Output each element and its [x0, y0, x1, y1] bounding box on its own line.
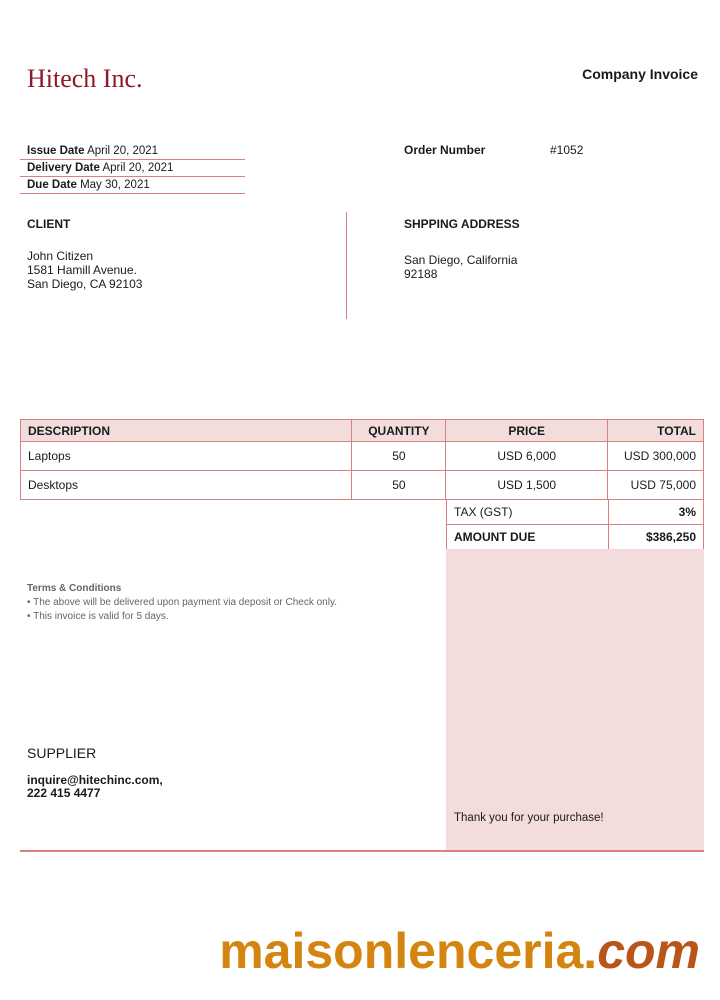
table-header: [21, 420, 704, 442]
document-title: Company Invoice: [582, 66, 698, 82]
cell-quantity: 50: [352, 471, 446, 500]
dates-block: [20, 143, 245, 194]
order-number-value: #1052: [550, 143, 584, 157]
amount-due-label: AMOUNT DUE: [447, 525, 609, 550]
table-row: [21, 442, 704, 471]
bottom-divider: [20, 850, 704, 852]
table-row: [21, 471, 704, 500]
tax-value: 3%: [609, 500, 704, 525]
label: Delivery Date: [27, 162, 100, 174]
terms-title: Terms & Conditions: [27, 583, 122, 594]
cell-price: USD 6,000: [446, 442, 608, 471]
supplier-phone: 222 415 4477: [27, 786, 101, 800]
shipping-heading: SHPPING ADDRESS: [404, 217, 520, 231]
shipping-address: [404, 253, 517, 281]
supplier-email: inquire@hitechinc.com,: [27, 773, 163, 787]
shipping-city: San Diego, California: [404, 253, 518, 267]
amount-due-row: [447, 525, 704, 550]
cell-total: USD 75,000: [608, 471, 704, 500]
thank-you-note: Thank you for your purchase!: [454, 812, 604, 824]
delivery-date: [20, 160, 245, 177]
company-name: Hitech Inc.: [27, 64, 143, 93]
tax-label: TAX (GST): [447, 500, 609, 525]
cell-total: USD 300,000: [608, 442, 704, 471]
cell-price: USD 1,500: [446, 471, 608, 500]
summary-panel: [446, 549, 704, 850]
terms-conditions: [27, 582, 337, 624]
line-items-table: [20, 419, 704, 500]
value: April 20, 2021: [87, 145, 159, 157]
cell-quantity: 50: [352, 442, 446, 471]
client-city: San Diego, CA 92103: [27, 277, 143, 291]
tax-row: [447, 500, 704, 525]
terms-item: • This invoice is valid for 5 days.: [27, 611, 169, 622]
terms-item: • The above will be delivered upon payment via deposit or Check only.: [27, 597, 337, 608]
watermark-main: maisonlenceria.: [219, 923, 598, 979]
watermark-tld: com: [597, 923, 700, 979]
due-date: [20, 177, 245, 194]
client-address: [27, 249, 142, 291]
summary-table: [446, 499, 704, 550]
header-total: TOTAL: [608, 420, 704, 442]
order-number-label: Order Number: [404, 143, 486, 157]
header-quantity: QUANTITY: [352, 420, 446, 442]
cell-description: Desktops: [21, 471, 352, 500]
header-price: PRICE: [446, 420, 608, 442]
client-street: 1581 Hamill Avenue.: [27, 263, 137, 277]
shipping-zip: 92188: [404, 267, 438, 281]
label: Issue Date: [27, 145, 85, 157]
supplier-contact: [27, 774, 163, 800]
watermark: [219, 922, 700, 980]
label: Due Date: [27, 179, 77, 191]
issue-date: [20, 143, 245, 160]
value: April 20, 2021: [102, 162, 174, 174]
client-heading: CLIENT: [27, 217, 71, 231]
divider: [346, 212, 347, 319]
value: May 30, 2021: [80, 179, 150, 191]
cell-description: Laptops: [21, 442, 352, 471]
amount-due-value: $386,250: [609, 525, 704, 550]
supplier-heading: SUPPLIER: [27, 745, 97, 761]
client-name: John Citizen: [27, 249, 94, 263]
header-description: DESCRIPTION: [21, 420, 352, 442]
